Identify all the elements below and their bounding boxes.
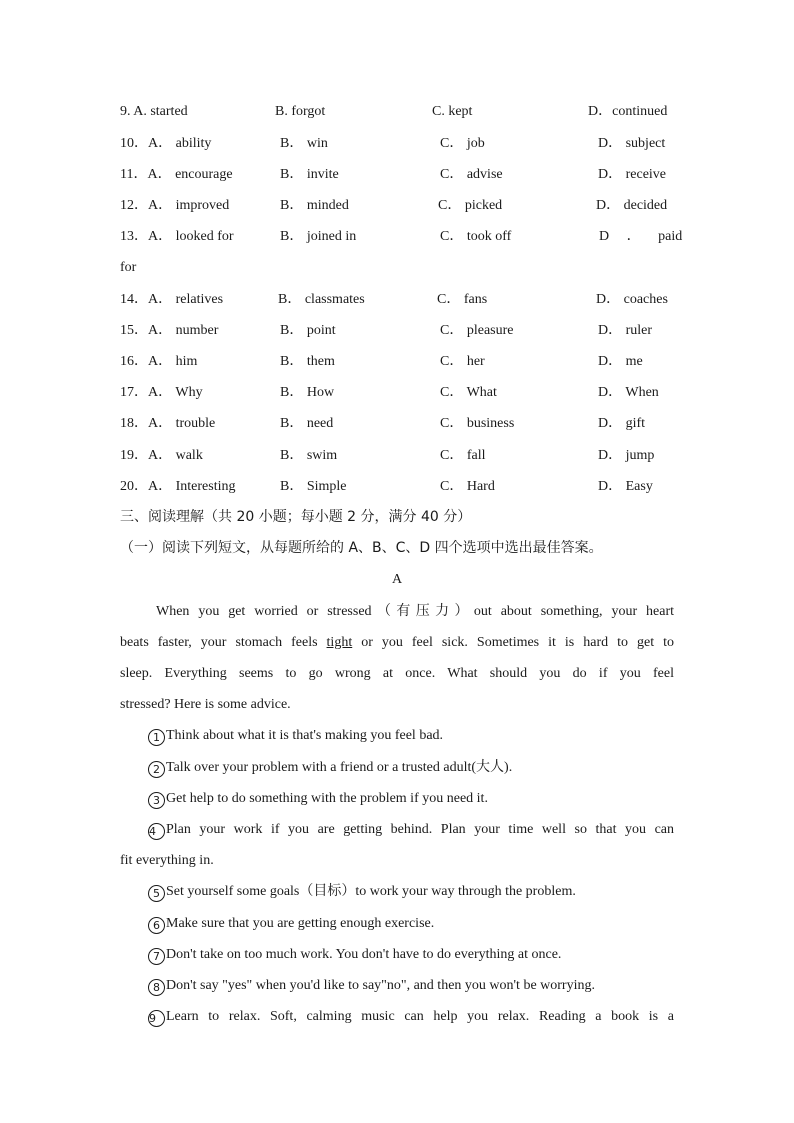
option-b: B． point [280,323,336,338]
tip-item [148,788,488,810]
option-c: C． advise [440,167,503,182]
option-b: B. forgot [275,104,326,119]
option-c: C． pleasure [440,323,514,338]
intro-line-2 [120,632,674,654]
tip-item [148,819,674,841]
option-b: B． them [280,354,335,369]
option-b: B． classmates [278,292,365,307]
option-b: B． need [280,416,334,431]
option-d: D． ruler [598,323,653,338]
option-b: B． minded [280,198,349,213]
intro-line-4: stressed? Here is some advice. [120,697,291,712]
option-d: D． When [598,385,659,400]
option-a: 20．A． Interesting [120,479,236,494]
option-b: B． joined in [280,229,357,244]
option-row-14 [0,289,794,311]
option-row-15 [0,320,794,342]
tip-text: Don't take on too much work. You don't have to do everything at once. [166,947,562,962]
circled-number: 2 [148,761,165,778]
intro-line-1: When you get worried or stressed（有压力）out about something, your heart [156,604,674,619]
tip-text: Think about what it is that's making you feel bad. [166,728,444,743]
tip-4-wrap: fit everything in. [120,853,214,868]
option-d: D． me [598,354,643,369]
option-a: 15．A． number [120,323,219,338]
circled-number: 8 [148,979,165,996]
option-a: 18．A． trouble [120,416,216,431]
circled-number: 1 [148,729,165,746]
option-row-13 [0,226,794,248]
option-d: D． subject [598,136,666,151]
option-c: C． business [440,416,515,431]
intro-line-3: sleep. Everything seems to go wrong at once. What should you do if you feel [120,666,674,681]
option-d: D． coaches [596,292,668,307]
option-b: B． invite [280,167,339,182]
option-a: 9. A. started [120,104,188,119]
circled-number: 3 [148,792,165,809]
option-a: 16．A． him [120,354,198,369]
intro-line-2-pre: beats faster, your stomach feels [120,635,318,650]
tip-text: Plan your work if you are getting behind. Plan your time well so that you can [166,822,674,837]
passage-label: A [391,572,403,587]
option-a: 19．A． walk [120,448,203,463]
intro-line-2-post: or you feel sick. Sometimes it is hard to get to [361,635,674,650]
option-a: 12．A． improved [120,198,230,213]
option-b: B． swim [280,448,338,463]
option-d: D． decided [596,198,668,213]
option-a: 14．A． relatives [120,292,224,307]
option-c: C． job [440,136,485,151]
option-13-wrap: for [120,260,137,275]
tip-text: Don't say "yes" when you'd like to say"no", and then you won't be worrying. [166,978,595,993]
option-c: C． picked [438,198,503,213]
option-row-10 [0,133,794,155]
option-d: D． gift [598,416,646,431]
option-row-20 [0,476,794,498]
underlined-word: tight [326,635,353,650]
option-b: B． win [280,136,328,151]
option-d: D． Easy [598,479,653,494]
option-c: C． took off [440,229,512,244]
tip-item [148,1006,674,1028]
tip-item [148,881,576,903]
option-c: C． fall [440,448,486,463]
option-a: 13．A． looked for [120,229,234,244]
circled-number: 5 [148,885,165,902]
option-a: 17．A． Why [120,385,203,400]
option-row-17 [0,382,794,404]
option-row-12 [0,195,794,217]
option-a: 11．A． encourage [120,167,233,182]
circled-number: 9 [148,1010,165,1027]
option-a: 10．A． ability [120,136,212,151]
tip-item [148,913,434,935]
circled-number: 6 [148,917,165,934]
option-c: C． Hard [440,479,495,494]
tip-item [148,944,561,966]
option-c: C． fans [437,292,488,307]
option-c: C． What [440,385,497,400]
option-d: D ． paid [599,229,683,244]
option-b: B． How [280,385,335,400]
section-heading: 三、阅读理解（共 20 小题；每小题 2 分，满分 40 分） [120,509,472,525]
subsection-heading: （一）阅读下列短文，从每题所给的 A、B、C、D 四个选项中选出最佳答案。 [120,540,603,556]
tip-text: Learn to relax. Soft, calming music can help you relax. Reading a book is a [166,1009,674,1024]
tip-item [148,725,443,747]
circled-number: 7 [148,948,165,965]
tip-text: Set yourself some goals（目标）to work your way through the problem. [166,884,576,899]
circled-number: 4 [148,823,165,840]
option-b: B． Simple [280,479,347,494]
option-d: D．continued [588,104,668,119]
option-row-18 [0,413,794,435]
option-row-9 [0,101,794,123]
option-c: C. kept [432,104,473,119]
tip-text: Talk over your problem with a friend or a trusted adult(大人). [166,760,513,775]
option-d: D． receive [598,167,667,182]
option-row-11 [0,164,794,186]
option-row-16 [0,351,794,373]
tip-item [148,757,512,779]
tip-text: Make sure that you are getting enough exercise. [166,916,435,931]
option-d: D． jump [598,448,655,463]
tip-text: Get help to do something with the problem if you need it. [166,791,488,806]
option-row-19 [0,445,794,467]
tip-item [148,975,595,997]
option-c: C． her [440,354,485,369]
